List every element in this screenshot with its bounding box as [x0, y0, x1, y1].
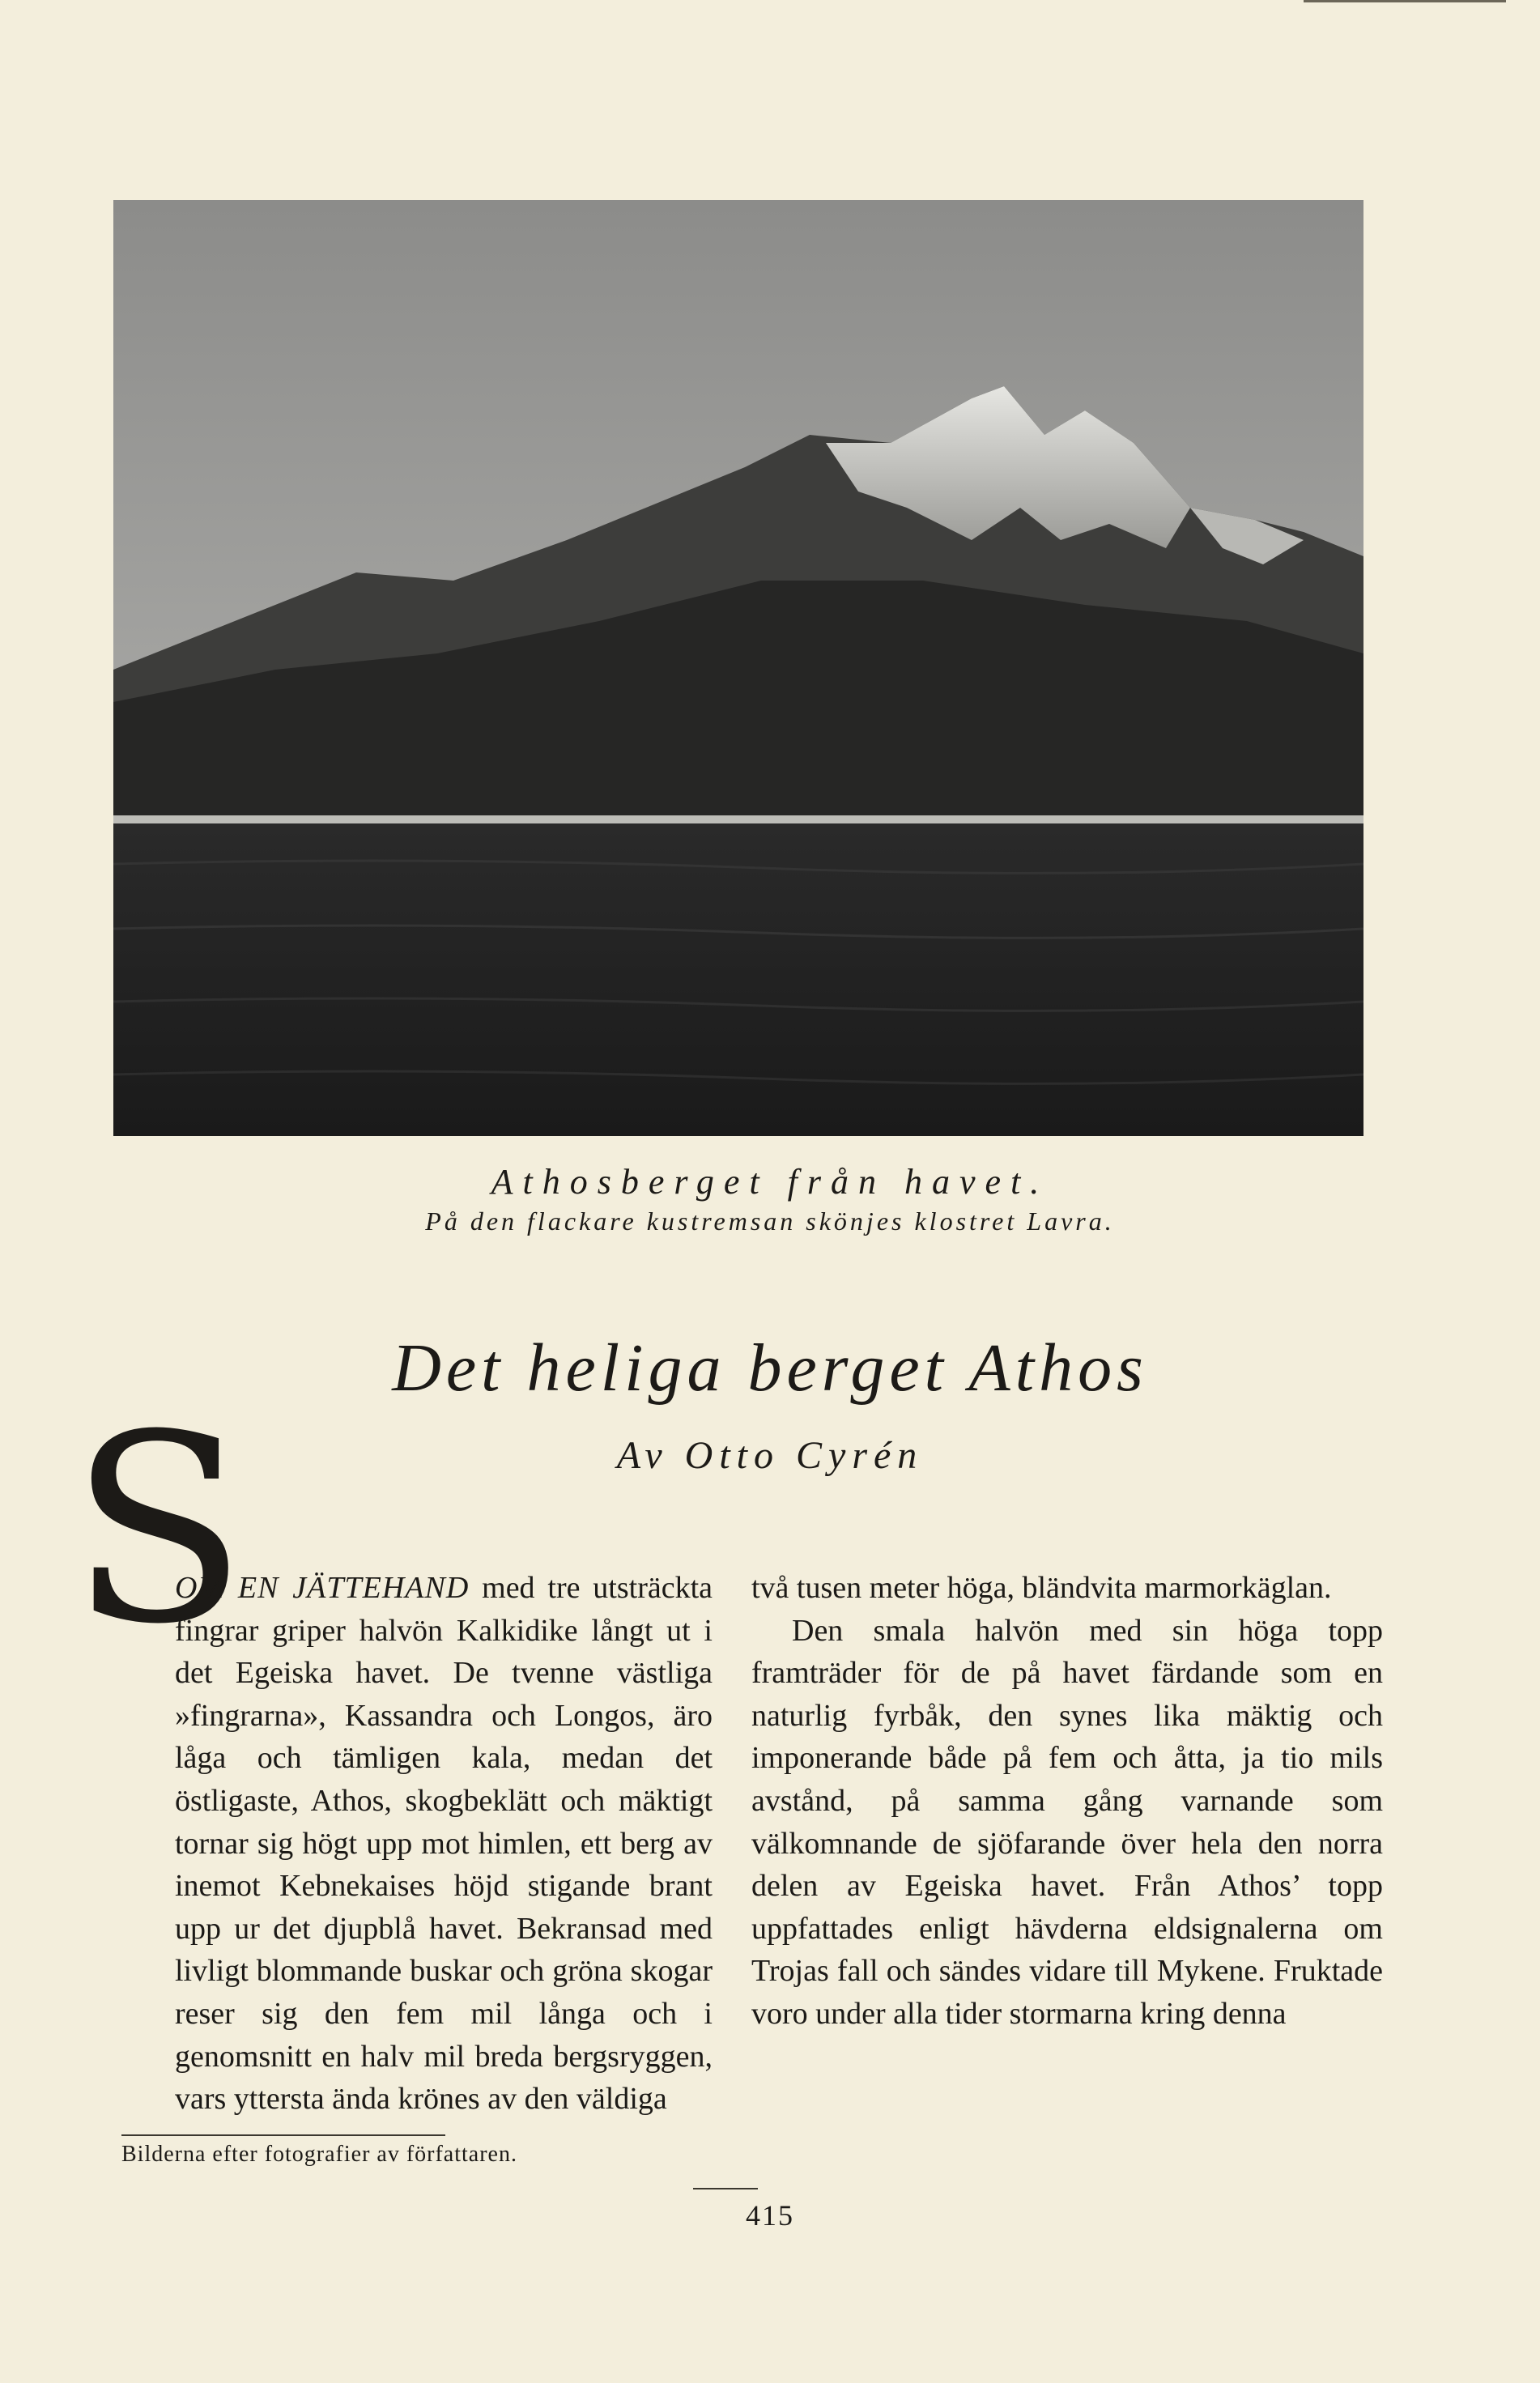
left-column-text: med tre utsträckta fingrar griper halvön Kalkidike långt ut i det Egeiska havet. De tvenne västliga »fingrarna», Kassandra och Longos, äro låga och tämligen kala, medan det östligaste, Athos, skogbeklätt och mäktigt tornar sig högt upp mot himlen, ett berg av inemot Kebnekaises höjd stigande brant upp ur det djupblå havet. Bekransad med livligt blommande buskar och gröna skogar reser sig den fem mil långa och i genomsnitt en halv mil breda bergsryggen, vars yttersta ända krönes av den väldiga [175, 1571, 713, 2117]
footnote-rule [121, 2134, 445, 2136]
drop-cap: S [70, 1380, 248, 1681]
mountain-landscape-image [113, 200, 1363, 1136]
article-title: Det heliga berget Athos [392, 1330, 1148, 1406]
page-number-rule [693, 2188, 758, 2189]
article-author: Av Otto Cyrén [616, 1434, 924, 1477]
photo-caption-title: Athosberget från havet. [491, 1162, 1049, 1202]
photo-caption-subtitle: På den flackare kustremsan skönjes klostret Lavra. [425, 1206, 1115, 1236]
right-column [751, 1567, 1383, 2036]
right-column-paragraph-2: Den smala halvön med sin höga topp framträder för de på havet färdande som en naturlig fyrbåk, den synes lika mäktig och imponerande både på fem och åtta, ja tio mils avstånd, på samma gång varnande som välkomnande de sjöfarande över hela den norra delen av Egeiska havet. Från Athos’ topp uppfattades enligt hävderna eldsignalerna om Trojas fall och sändes vidare till Mykene. Fruktade voro under alla tider stormarna kring denna [751, 1613, 1383, 2031]
left-column [86, 1567, 713, 2121]
opening-smallcaps: OM EN JÄTTEHAND [175, 1571, 470, 1605]
top-edge-rule [1304, 0, 1506, 2]
left-column-paragraph [86, 1567, 713, 2121]
right-column-paragraph-1: två tusen meter höga, bländvita marmorkäglan. [751, 1571, 1332, 1605]
page-number: 415 [746, 2199, 794, 2232]
footnote: Bilderna efter fotografier av författaren. [121, 2142, 517, 2167]
mountain-photograph [113, 200, 1363, 1136]
